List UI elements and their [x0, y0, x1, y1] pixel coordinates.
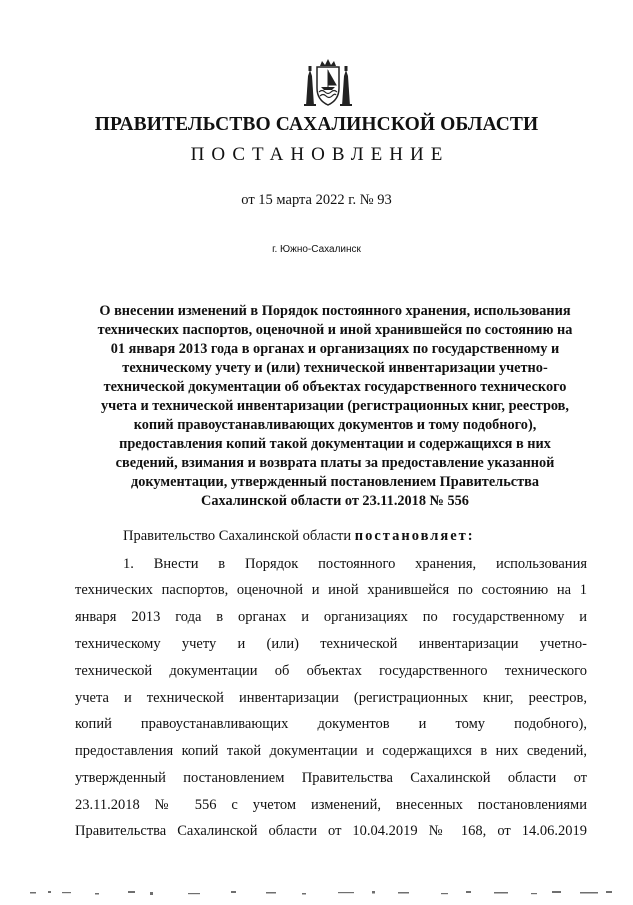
- scan-artifact: [0, 886, 633, 900]
- preamble-text: Правительство Сахалинской области: [123, 528, 355, 544]
- heading-line: предоставления копий такой документации и содержащихся в них: [119, 436, 551, 452]
- body-line: Правительства Сахалинской области от 10.04.2019 № 168, от 14.06.2019: [75, 823, 587, 839]
- document-city: г. Южно-Сахалинск: [272, 244, 361, 255]
- preamble: [123, 528, 475, 545]
- body-line: 23.11.2018 № 556 с учетом изменений, внесенных постановлениями: [75, 797, 587, 813]
- heading-line: документации, утвержденный постановлением Правительства: [131, 474, 539, 490]
- government-title: ПРАВИТЕЛЬСТВО САХАЛИНСКОЙ ОБЛАСТИ: [94, 114, 539, 135]
- document-heading: [80, 302, 590, 511]
- heading-line: технической документации об объектах государственного технического: [103, 379, 567, 395]
- heading-line: сведений, взимания и возврата платы за предоставление указанной: [115, 455, 555, 471]
- document-date-number: от 15 марта 2022 г. № 93: [241, 192, 392, 208]
- heading-line: учета и технической инвентаризации (регистрационных книг, реестров,: [101, 398, 569, 414]
- heading-line: техническому учету и (или) технической инвентаризации учетно-: [122, 360, 548, 376]
- heading-line: О внесении изменений в Порядок постоянного хранения, использования: [99, 303, 571, 319]
- heading-line: Сахалинской области от 23.11.2018 № 556: [201, 493, 469, 509]
- body-line: учета и технической инвентаризации (регистрационных книг, реестров,: [75, 690, 587, 706]
- body-line: технических паспортов, оценочной и иной хранившейся по состоянию на 1: [75, 582, 587, 598]
- body-line: копий правоустанавливающих документов и тому подобного),: [75, 716, 587, 732]
- body-line: предоставления копий такой документации и содержащихся в них сведений,: [75, 743, 587, 759]
- body-line: технической документации об объектах государственного технического: [75, 663, 587, 679]
- body-line: утвержденный постановлением Правительства Сахалинской области от: [75, 770, 587, 786]
- body-line: января 2013 года в органах и организациях по государственному и: [75, 609, 587, 625]
- heading-line: 01 января 2013 года в органах и организациях по государственному и: [110, 341, 560, 357]
- body-line: техническому учету и (или) технической инвентаризации учетно-: [75, 636, 587, 652]
- preamble-emphasis: постановляет:: [354, 528, 475, 544]
- heading-line: технических паспортов, оценочной и иной хранившейся по состоянию на: [97, 322, 573, 338]
- sakhalin-coat-of-arms-icon: [300, 58, 356, 108]
- body-line: 1. Внести в Порядок постоянного хранения, использования: [123, 556, 587, 572]
- heading-line: копий правоустанавливающих документов и тому подобного),: [133, 417, 537, 433]
- document-type: ПОСТАНОВЛЕНИЕ: [190, 144, 450, 165]
